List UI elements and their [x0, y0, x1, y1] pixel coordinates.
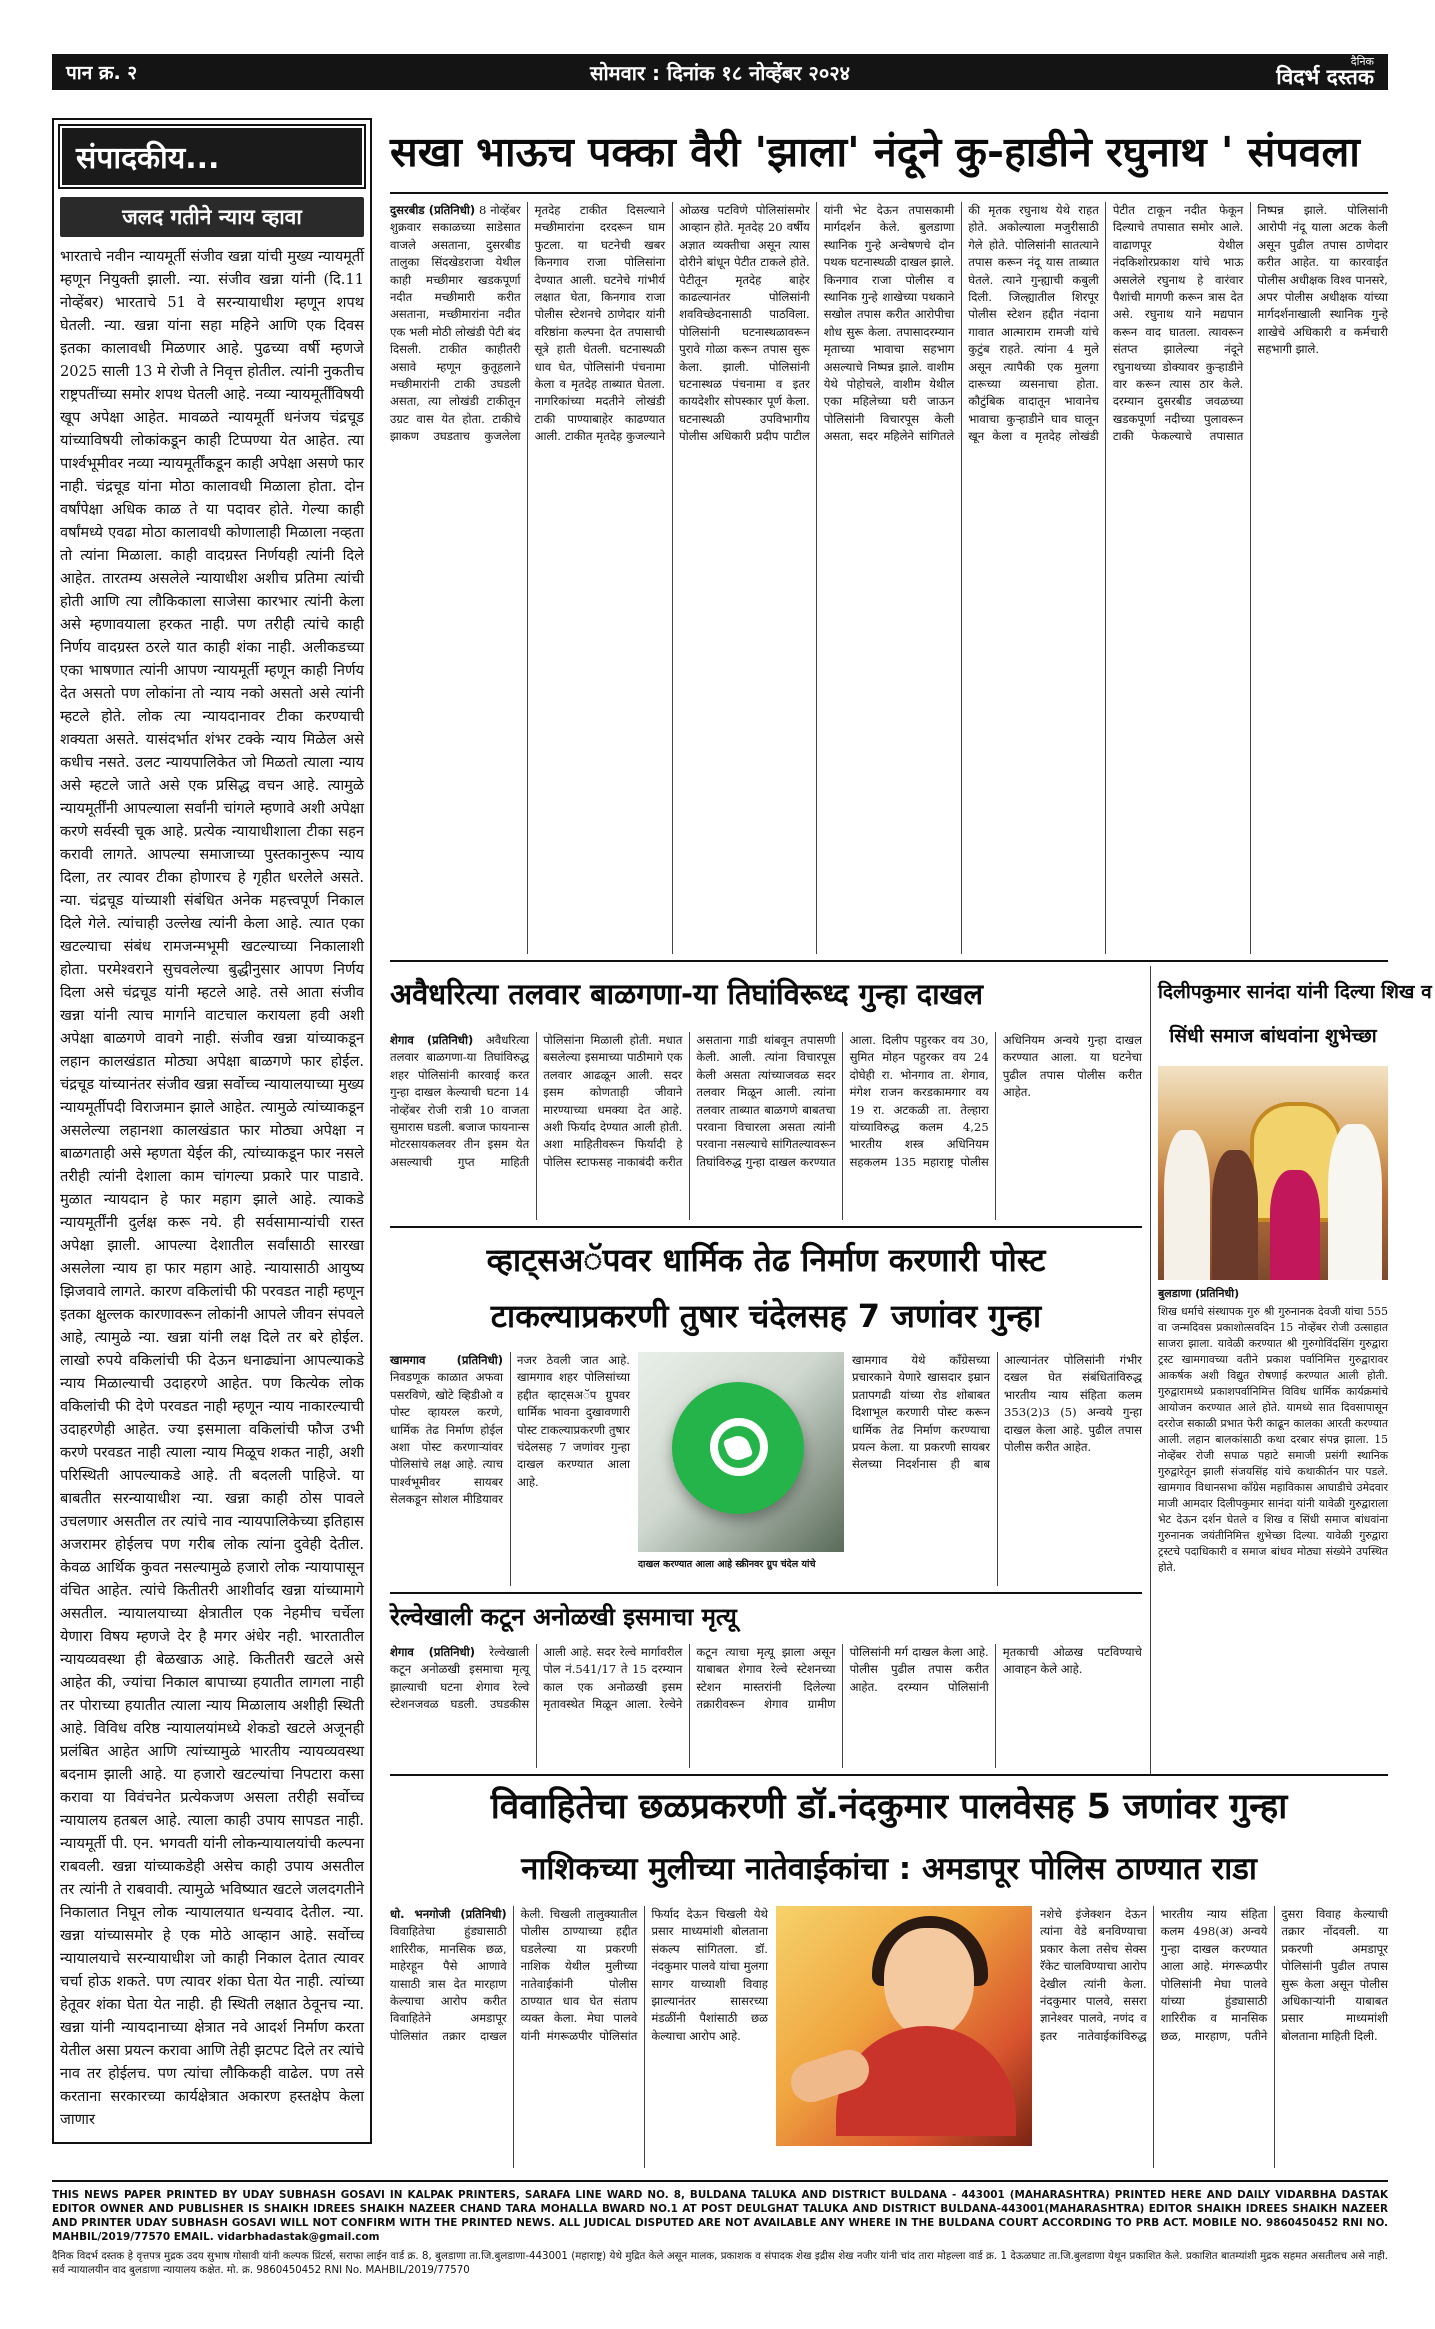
story1-block [390, 202, 1388, 954]
story4-dateline: शेगाव (प्रतिनिधी) [390, 1645, 475, 1659]
newspaper-page [52, 54, 1432, 2294]
story4-text: रेल्वेखाली कटून अनोळखी इसमाचा मृत्यू झाल्याची घटना शेगाव रेल्वे स्टेशनजवळ घडली. उघडकीस आली आहे. सदर रेल्वे मार्गावरील पोल नं.541/17 ते 15 दरम्यान काल एक अनोळखी इसम मृतावस्थेत मिळून आला. रेल्वेने कटून त्याचा मृत्यू झाला असून याबाबत शेगाव रेल्वे स्टेशनच्या स्टेशन मास्तरांनी दिलेल्या तक्रारीवरून शेगाव ग्रामीण पोलिसांनी मर्ग दाखल केला आहे. पोलीस पुढील तपास करीत आहेत. दरम्यान पोलिसांनी मृतकाची ओळख पटविण्याचे आवाहन केले आहे. [390, 1645, 1142, 1712]
whatsapp-image-caption: दाखल करण्यात आला आहे स्क्रीनवर ग्रुप चंदेल यांचे [638, 1559, 816, 1570]
story5-body: शिख धर्माचे संस्थापक गुरु श्री गुरुनानक देवजी यांचा 555 वा जन्मदिवस प्रकाशोत्सवदिन 15 नोव्हेंबर रोजी उत्साहात साजरा झाला. यावेळी करण्यात श्री गुरुगोविंदसिंग गुरुद्वारा ट्रस्ट खामगावच्या वतीने प्रकाश पर्वानिमित्त गुरुद्वारावर आकर्षक अशी विद्युत रोषणाई करण्यात आली होती. गुरुद्वारामध्ये प्रकाशपर्वानिमित्त विविध धार्मिक कार्यक्रमांचे आयोजन करण्यात आले होते. यामध्ये सात दिवसापासून दररोज सकाळी प्रभात फेरी काढून कालका आरती करण्यात आली. लहान बालकांसाठी कथा दरबार संपन्न झाला. 15 नोव्हेंबर रोजी सपाळ पहाटे समाजी प्रसंगी स्थानिक गुरुद्वारेतून झाली संजयसिंह यांचे कथाकीर्तन पार पडले. खामगाव विधानसभा काँग्रेस महाविकास आघाडीचे उमेदवार माजी आमदार दिलीपकुमार सानंदा यांनी यावेळी गुरुद्वाराला भेट देऊन दर्शन घेतले व शिख व सिंधी समाज बांधवांना गुरुनानक जयंतीनिमित्त शुभेच्छा दिल्या. यावेळी गुरुद्वारा ट्रस्टचे पदाधिकारी व समाज बांधव मोठ्या संख्येने उपस्थित होते. [1158, 1305, 1388, 1574]
story6-block-right [1040, 1906, 1388, 2168]
story2-headline: अवैधरित्या तलवार बाळगणा-या तिघांविरूध्द गुन्हा दाखल [390, 977, 984, 1011]
story6-text-left: विवाहितेचा हुंड्यासाठी शारिरीक, मानसिक छळ, माहेरहून पैसे आणावे यासाठी त्रास देत मारहाण केल्याचा आरोप करीत विवाहितेने अमडापूर पोलिसांत तक्रार दाखल केली. चिखली तालुक्यातील पोलीस ठाण्याच्या हद्दीत घडलेल्या या प्रकरणी नाशिक येथील मुलीच्या नातेवाईकांनी पोलीस ठाण्यात धाव घेत संताप व्यक्त केला. मेघा पालवे यांनी मंगरूळपीर पोलिसांत फिर्याद देऊन चिखली येथे प्रसार माध्यमांशी बोलताना संकल्प सांगितला. डॉ. नंदकुमार पालवे यांचा मुलगा सागर याच्याशी विवाह झाल्यानंतर सासरच्या मंडळींनी पैशांसाठी छळ केल्याचा आरोप आहे. [390, 1907, 768, 2043]
story6-dateline: धो. भनगोजी (प्रतिनिधी) [390, 1907, 507, 1921]
dowry-illustration [776, 1906, 1032, 2146]
story5-headline-line1: दिलीपकुमार सानंदा यांनी दिल्या शिख व [1158, 981, 1432, 1003]
story2-block [390, 1032, 1142, 1220]
story6-block-left [390, 1906, 768, 2168]
face-shape [884, 1928, 974, 2038]
newspaper-name [1114, 56, 1374, 88]
story2-bottom-rule [390, 1226, 1142, 1228]
editorial-title: संपादकीय... [60, 126, 364, 187]
story1-headline: सखा भाऊच पक्का वैरी 'झाला' नंदूने कु-हाडीने रघुनाथ ' संपवला [390, 128, 1360, 176]
story1-dateline: दुसरबीड (प्रतिनिधी) [390, 203, 476, 217]
editorial-subtitle: जलद गतीने न्याय व्हावा [60, 197, 364, 237]
editorial-body: भारताचे नवीन न्यायमूर्ती संजीव खन्ना यांची मुख्य न्यायमूर्ती म्हणून नियुक्ती झाली. न्या. संजीव खन्ना यांनी (दि.11 नोव्हेंबर) भारताचे 51 वे सरन्यायाधीश म्हणून शपथ घेतली. न्या. खन्ना यांना सहा महिने आणि एक दिवस इतका कालावधी मिळणार आहे. पुढच्या वर्षी म्हणजे 2025 साली 13 मे रोजी ते निवृत्त होतील. त्यांनी नुकतीच राष्ट्रपतींच्या समोर शपथ घेतली आहे. नव्या न्यायमूर्तींविषयी खूप अपेक्षा आहेत. मावळते न्यायमूर्ती धनंजय चंद्रचूड यांच्याविषयी लोकांकडून काही टिप्पण्या येत आहेत. त्या पार्श्वभूमीवर नव्या न्यायमूर्तींकडून काही अपेक्षा असणे फार नाही. चंद्रचूड यांना मोठा कालावधी मिळाला होता. दोन वर्षांपेक्षा अधिक काळ ते या पदावर होते. गेल्या काही वर्षांमध्ये एवढा मोठा कालावधी कोणालाही मिळाला नव्हता तो त्यांना मिळाला. काही वादग्रस्त निर्णयही त्यांनी दिले आहेत. तारतम्य असलेले न्यायाधीश अशीच प्रतिमा त्यांची होती आणि त्या लौकिकाला साजेसा कारभार त्यांनी केला असे म्हणावयाला हरकत नाही. पण तरीही त्यांचे काही निर्णय वादग्रस्त ठरले यात काही शंका नाही. अलीकडच्या एका भाषणात त्यांनी आपण न्यायमूर्ती म्हणून काही निर्णय देत असतो पण लोकांना तो न्याय नको असतो असे त्यांनी म्हटले होते. लोक त्या न्यायदानावर टीका करण्याची शक्यता असते. यासंदर्भात शंभर टक्के न्याय मिळेल असे कधीच नसते. उलट न्यायपालिकेत जो मिळतो त्याला न्याय असे म्हटले जाते असे एक प्रसिद्ध वचन आहे. त्यामुळे न्यायमूर्तींनी आपल्याला सर्वांनी चांगले म्हणावे अशी अपेक्षा करणे सर्वस्वी चूक आहे. प्रत्येक न्यायाधीशाला टीका सहन करावी लागते. आपल्या समाजाच्या पुस्तकानुरूप न्याय दिला, तर त्यावर टीका होणारच हे गृहीत धरलेले असते. न्या. चंद्रचूड यांच्याशी संबंधित अनेक महत्त्वपूर्ण निकाल दिले गेले. त्यांचाही उल्लेख त्यांनी केला आहे. त्यात एका खटल्याचा संबंध रामजन्मभूमी खटल्याच्या निकालाशी होता. परमेश्वराने सुचवलेल्या बुद्धीनुसार आपण निर्णय दिला असे चंद्रचूड यांनी म्हटले आहे. तसे आता संजीव खन्ना यांनी त्याच मार्गाने वाटचाल करायला हवी अशी अपेक्षा बाळगणे वावगे नाही. संजीव खन्ना यांच्याकडून लहान कालखंडात मोठ्या अपेक्षा बाळगणे फार होईल. चंद्रचूड यांच्यानंतर संजीव खन्ना सर्वोच्च न्यायालयाच्या मुख्य न्यायमूर्तीपदी विराजमान झाले आहेत. त्यामुळे त्यांच्याकडून असलेल्या लहानशा कालखंडात फार मोठ्या अपेक्षा न बाळगताही असे म्हणता येईल की, त्यांच्याकडून फार नसले तरीही त्यांनी देशाला काम चांगल्या प्रकारे पार पाडावे. मुळात न्यायदान हे फार महाग झाले आहे. त्याकडे न्यायमूर्तींनी दुर्लक्ष करू नये. ही सर्वसामान्यांची रास्त अपेक्षा झाली. आपल्या देशातील सर्वांसाठी सारखा असलेला न्याय हा फार महाग आहे. न्यायासाठी आयुष्य झिजवावे लागते. कारण वकिलांची फी परवडत नाही म्हणून इतका क्षुल्लक कारणावरून लोकांनी आपले जीवन संपवले आहे, त्यामुळे न्या. खन्ना यांनी लक्ष दिले तर बरे होईल. लाखो रुपये वकिलांची फी देऊन धनाढ्यांना आपल्याकडे न्याय मिळाल्याची उदाहरणे आहेत. पण कित्येक लोक वकिलांची फी देणे परवडत नाही म्हणून न्याय नाकारल्याची उदाहरणेही आहेत. ज्या इसमाला वकिलांची फौज उभी करणे परवडत नाही त्याला न्याय मिळूच शकत नाही, अशी परिस्थिती आपल्याकडे आहे. ती बदलली पाहिजे. या बाबतीत सरन्यायाधीश न्या. खन्ना काही ठोस पावले उचलणार असतील तर त्यांचे नाव न्यायपालिकेच्या इतिहास अजरामर होईलच पण गरीब लोक त्यांना दुवेही देतील. केवळ आर्थिक कुवत नसल्यामुळे हजारो लोक न्यायापासून वंचित आहेत. त्यांचे कितीतरी आशीर्वाद खन्ना यांच्यामागे असतील. न्यायालयाच्या क्षेत्रातील एक नेहमीच चर्चेला येणारा विषय म्हणजे देर है मगर अंधेर नही. भारतातील न्यायव्यवस्था ही बेळखाऊ आहे. कितीतरी खटले असे आहेत की, ज्यांचा निकाल बापाच्या हयातीत लागला नाही तर पोराच्या हयातीत त्याला न्याय मिळालाय अशीही स्थिती आहे. विविध वरिष्ठ न्यायालयांमध्ये शेकडो खटले अजूनही प्रलंबित आहेत आणि त्यांच्यामुळे भारतीय न्यायव्यवस्था बदनाम झाली आहे. या हजारो खटल्यांचा निपटारा कसा करावा या विवंचनेत प्रत्येकजण असला तरीही सर्वोच्च न्यायालय हतबल आहे. त्याला काही उपाय सापडत नाही. न्यायमूर्ती पी. एन. भगवती यांनी लोकन्यायालयांची कल्पना राबवली. खन्ना यांच्याकडेही असेच काही उपाय असतील तर त्यांनी ते राबवावी. त्यामुळे भविष्यात खटले जलदगतीने निकालात निघून लोक न्यायालयात धन्यवाद देतील. न्या. खन्ना यांच्यासमोर हे एक मोठे आव्हान आहे. सर्वोच्च न्यायालयाचे सरन्यायाधीश जो काही निकाल देतात त्यावर चर्चा होऊ शकते. पण त्यावर शंका घेता येत नाही. त्यांच्या हेतूवर शंका घेता येत नाही. ही स्थिती लक्षात ठेवूनच न्या. खन्ना यांनी न्यायदानाच्या क्षेत्रात नवे आदर्श निर्माण करता येतील असा प्रयत्न करावा आणि तेही झटपट दिले तर त्यांचे नाव तर होईलच. पण त्यांचा लौकिकही वाढेल. पण तसे करताना सरकारच्या कार्यक्षेत्रात अकारण हस्तक्षेप केला जाणार [60, 248, 364, 2128]
story3-dateline: खामगाव (प्रतिनिधी) [390, 1353, 503, 1367]
story4-headline: रेल्वेखाली कटून अनोळखी इसमाचा मृत्यू [390, 1603, 737, 1631]
story6-body-left [390, 1906, 768, 2168]
story3-headline-line1: व्हाट्सअॅपवर धार्मिक तेढ निर्माण करणारी पोस्ट [486, 1241, 1046, 1279]
person-figure [1328, 1124, 1382, 1280]
newspaper-name-big: विदर्भ दस्तक [1276, 65, 1374, 89]
story3-block-right [852, 1352, 1142, 1586]
story6-headline-line2: नाशिकच्या मुलीच्या नातेवाईकांचा : अमडापूर पोलिस ठाण्यात राडा [521, 1851, 1257, 1887]
story1-bottom-rule [390, 960, 1388, 962]
person-figure [1270, 1170, 1320, 1280]
story4-body [390, 1644, 1142, 1768]
story3-headline-line2: टाकल्याप्रकरणी तुषार चंदेलसह 7 जणांवर गुन्हा [490, 1297, 1042, 1335]
person-figure [1212, 1150, 1258, 1280]
story3-bottom-rule [390, 1592, 1142, 1594]
story3-block-left [390, 1352, 630, 1586]
issue-date: सोमवार : दिनांक १८ नोव्हेंबर २०२४ [589, 60, 851, 85]
whatsapp-image [638, 1352, 844, 1552]
story5-bottom-rule [390, 1774, 1388, 1776]
story5-dateline: बुलडाणा (प्रतिनिधी) [1158, 1287, 1240, 1300]
editorial-column [52, 118, 372, 2144]
story2-text: अवैधरित्या तलवार बाळगणा-या तिघांविरुद्ध शहर पोलिसांनी कारवाई करत गुन्हा दाखल केल्याची घटना 14 नोव्हेंबर रोजी रात्री 10 वाजता सुमारास घडली. बजाज फायनान्स मोटरसायकलवर तीन इसम येत असल्याची गुप्त माहिती पोलिसांना मिळाली होती. मधात बसलेल्या इसमाच्या पाठीमागे एक तलवार आढळून आली. सदर इसम कोणताही जीवाने मारण्याच्या धमक्या देत आहे. अशी फिर्याद देण्यात आली होती. अशा माहितीवरून फिर्यादी हे पोलिस स्टाफसह नाकाबंदी करीत असताना गाडी थांबवून तपासणी केली. आली. त्यांना विचारपूस केली असता त्यांच्याजवळ सदर तलवार मिळून आली. त्यांना तलवार ताब्यात बाळगणे बाबतचा परवाना विचारला असता त्यांनी परवाना नसल्याचे सांगितल्यावरून तिघांविरुद्ध गुन्हा दाखल करण्यात आला. दिलीप पहुरकर वय 30, सुमित मोहन पहुरकर वय 24 दोघेही रा. भोनगाव ता. शेगाव, मंगेश राजन करडकामगार वय 19 रा. अटकळी ता. तेल्हारा यांच्याविरुद्ध कलम 4,25 भारतीय शस्त्र अधिनियम सहकलम 135 महाराष्ट्र पोलीस अधिनियम अन्वये गुन्हा दाखल करण्यात आला. या घटनेचा पुढील तपास पोलीस करीत आहेत. [390, 1033, 1142, 1169]
story5-divider [1150, 966, 1151, 1774]
story4-block [390, 1644, 1142, 1768]
person-figure [1164, 1130, 1210, 1280]
print-line-footer [52, 2180, 1388, 2292]
story1-text: 8 नोव्हेंबर शुक्रवार सकाळच्या साडेसात वाजले असताना, दुसरबीड तालुका सिंदखेडराजा येथील काही मच्छीमार खडकपूर्णा नदीत मच्छीमारी करीत असताना, मच्छीमारांना नदीत एक भली मोठी लोखंडी पेटी बंद दिसली. टाकीत काहीतरी असावे म्हणून कुतूहलाने मच्छीमारांनी टाकी उघडली असता, त्या लोखंडी टाकीतून उग्रट वास येत होता. टाकीचे झाकण उघडताच कुजलेला मृतदेह टाकीत दिसल्याने मच्छीमारांना दरदरून घाम फुटला. या घटनेची खबर किनगाव राजा पोलिसांना देण्यात आली. घटनेचे गांभीर्य लक्षात घेता, किनगाव राजा पोलीस स्टेशनचे ठाणेदार यांनी वरिष्ठांना कल्पना देत तपासाची सूत्रे हाती घेतली. घटनास्थळी धाव घेत, पोलिसांनी पंचनामा केला व मृतदेह ताब्यात घेतला. नागरिकांच्या मदतीने लोखंडी टाकी पाण्याबाहेर काढण्यात आली. टाकीत मृतदेह कुजल्याने ओळख पटविणे पोलिसांसमोर आव्हान होते. मृतदेह 20 वर्षीय अज्ञात व्यक्तीचा असून त्यास दोरीने बांधून पेटीत टाकले होते. पेटीतून मृतदेह बाहेर काढल्यानंतर पोलिसांनी शवविच्छेदनासाठी पाठविला. पोलिसांनी घटनास्थळावरून पुरावे गोळा करून तपास सुरू केला. झाली. पोलिसांनी घटनास्थळ पंचनामा व इतर कायदेशीर सोपस्कार पूर्ण केला. घटनास्थळी उपविभागीय पोलीस अधिकारी प्रदीप पाटील यांनी भेट देऊन तपासकामी मार्गदर्शन केले. बुलडाणा स्थानिक गुन्हे अन्वेषणचे दोन पथक घटनास्थळी दाखल झाले. किनगाव राजा पोलीस व स्थानिक गुन्हे शाखेच्या पथकाने सखोल तपास करीत आरोपीचा शोध सुरू केला. तपासादरम्यान मृताच्या भावाचा सहभाग असल्याचे निष्पन्न झाले. वाशीम येथे पोहोचले, वाशीम येथील एका महिलेच्या घरी जाऊन पोलिसांनी विचारपूस केली असता, सदर महिलेने सांगितले की मृतक रघुनाथ येथे राहत होते. अकोल्याला मजुरीसाठी गेले होते. पोलिसांनी सातत्याने तपास करून नंदू यास ताब्यात घेतले. त्याने गुन्ह्याची कबुली दिली. जिल्ह्यातील शिरपूर पोलीस स्टेशन हद्दीत नंदाना गावात आत्माराम रामजी यांचे कुटुंब राहते. त्यांना 4 मुले असून त्यापैकी एक मुलगा दारूच्या व्यसनाचा होता. कौटुंबिक वादातून भावानेच भावाचा कुऱ्हाडीने घाव घालून खून केला व मृतदेह लोखंडी पेटीत टाकून नदीत फेकून दिल्याचे तपासात समोर आले. वाढाणपूर येथील नंदकिशोरप्रकाश यांचे भाऊ असलेले रघुनाथ हे वारंवार पैशांची मागणी करून त्रास देत असे. रघुनाथ याने मद्यपान करून वाद घातला. त्यावरून संतप्त झालेल्या नंदूने रघुनाथच्या डोक्यावर कुऱ्हाडीने वार करून त्यास ठार केले. दरम्यान दुसरबीड जवळच्या खडकपूर्णा नदीच्या पुलावरून टाकी फेकल्याचे तपासात निष्पन्न झाले. पोलिसांनी आरोपी नंदू याला अटक केली असून पुढील तपास ठाणेदार करीत आहेत. या कारवाईत पोलीस अधीक्षक विश्व पानसरे, अपर पोलीस अधीक्षक यांच्या मार्गदर्शनाखाली स्थानिक गुन्हे शाखेचे अधिकारी व कर्मचारी सहभागी झाले. [390, 203, 1388, 444]
story6-headline-line1: विवाहितेचा छळप्रकरणी डॉ.नंदकुमार पालवेसह 5 जणांवर गुन्हा [490, 1787, 1288, 1827]
story1-body [390, 202, 1388, 954]
imprint-marathi: दैनिक विदर्भ दस्तक हे वृत्तपत्र मुद्रक उदय सुभाष गोसावी यांनी कल्पक प्रिंटर्स, सराफा लाईन वार्ड क्र. 8, बुलडाणा ता.जि.बुलडाणा-443001 (महाराष्ट्र) येथे मुद्रित केले असून मालक, प्रकाशक व संपादक शेख इद्रीस शेख नजीर यांनी चांद तारा मोहल्ला वार्ड क्र. 1 देऊळघाट ता.जि.बुलडाणा येथून प्रकाशित केले. प्रकाशित बातम्यांशी मुद्रक सहमत असतीलच असे नाही. सर्व न्यायालयीन वाद बुलडाणा न्यायालय कक्षेत. मो. क्र. 9860450452 RNI No. MAHBIL/2019/77570 [52, 2251, 1388, 2276]
phone-icon [710, 1418, 768, 1476]
story5-block [1158, 1304, 1388, 1768]
masthead [52, 54, 1388, 90]
imprint-english: THIS NEWS PAPER PRINTED BY UDAY SUBHASH GOSAVI IN KALPAK PRINTERS, SARAFA LINE WARD NO. 8, BULDANA TALUKA AND DISTRICT BULDANA - 443001 (MAHARASHTRA) PRINTED HERE AND DAILY VIDARBHA DASTAK EDITOR OWNER AND PUBLISHER IS SHAIKH IDREES SHAIKH NAZEER CHAND TARA MOHALLA BWARD NO.1 AT POST DEULGHAT TALUKA AND DISTRICT BULDANA-443001(MAHARASHTRA) EDITOR SHAIKH IDREES SHAIKH NAZEER AND PRINTER UDAY SUBHASH GOSAVI WILL NOT CONFIRM WITH THE PRINTED NEWS. ALL JUDICAL DISPUTED ARE NOT AVAILABLE ANY WHERE IN THE BULDANA COURT ACCORDING TO PRB ACT. MOBILE NO. 9860450452 RNI NO. MAHBIL/2019/77570 EMAIL. vidarbhadastak@gmail.com [52, 2189, 1388, 2243]
story6-text-right: नशेचे इंजेक्शन देऊन त्यांना वेडे बनविण्याचा प्रकार केला तसेच सेक्स रॅकेट चालविण्याचा आरोप देखील त्यांनी केला. नंदकुमार पालवे, ससरा ज्ञानेश्वर पालवे, नणंद व इतर नातेवाईकांविरुद्ध भारतीय न्याय संहिता कलम 498(अ) अन्वये गुन्हा दाखल करण्यात आला आहे. मंगरूळपीर पोलिसांनी मेघा पालवे यांच्या हुंड्यासाठी शारिरीक व मानसिक छळ, मारहाण, पतीने दुसरा विवाह केल्याची तक्रार नोंदवली. या प्रकरणी अमडापूर पोलिसांनी पुढील तपास सुरू केला असून पोलीस अधिकाऱ्यांनी याबाबत प्रसार माध्यमांशी बोलताना माहिती दिली. [1040, 1907, 1388, 2043]
gurudwara-ceremony-photo [1158, 1066, 1388, 1280]
story3-body-left [390, 1352, 630, 1586]
story3-text-left: निवडणूक काळात अफवा पसरविणे, खोटे व्हिडीओ व पोस्ट व्हायरल करणे, धार्मिक तेढ निर्माण होईल अशा पोस्ट करणाऱ्यांवर पोलिसांचे लक्ष आहे. त्याच पार्श्वभूमीवर सायबर सेलकडून सोशल मीडियावर नजर ठेवली जात आहे. खामगाव शहर पोलिसांच्या हद्दीत व्हाट्सअॅप ग्रुपवर धार्मिक भावना दुखावणारी पोस्ट टाकल्याप्रकरणी तुषार चंदेलसह 7 जणांवर गुन्हा दाखल करण्यात आला आहे. [390, 1353, 630, 1507]
story6-body-right [1040, 1906, 1388, 2168]
story3-text-right: खामगाव येथे काँग्रेसच्या प्रचारकाने येणारे खासदार इम्रान प्रतापगढी यांच्या रोड शोबाबत दिशाभूल करणारी पोस्ट करून धार्मिक तेढ निर्माण करण्याचा प्रयत्न केला. या प्रकरणी सायबर सेलच्या निदर्शनास ही बाब आल्यानंतर पोलिसांनी गंभीर दखल घेत संबंधितांविरुद्ध भारतीय न्याय संहिता कलम 353(2)3 (5) अन्वये गुन्हा दाखल केला आहे. पुढील तपास पोलीस करीत आहेत. [852, 1353, 1142, 1472]
story1-rule [390, 192, 1388, 194]
page-number: पान क्र. २ [66, 62, 138, 84]
story3-body-right [852, 1352, 1142, 1586]
newspaper-name-small: दैनिक [1350, 55, 1374, 68]
story2-dateline: शेगाव (प्रतिनिधी) [390, 1033, 474, 1047]
story5-headline-line2: सिंधी समाज बांधवांना शुभेच्छा [1169, 1025, 1377, 1047]
story2-body [390, 1032, 1142, 1220]
